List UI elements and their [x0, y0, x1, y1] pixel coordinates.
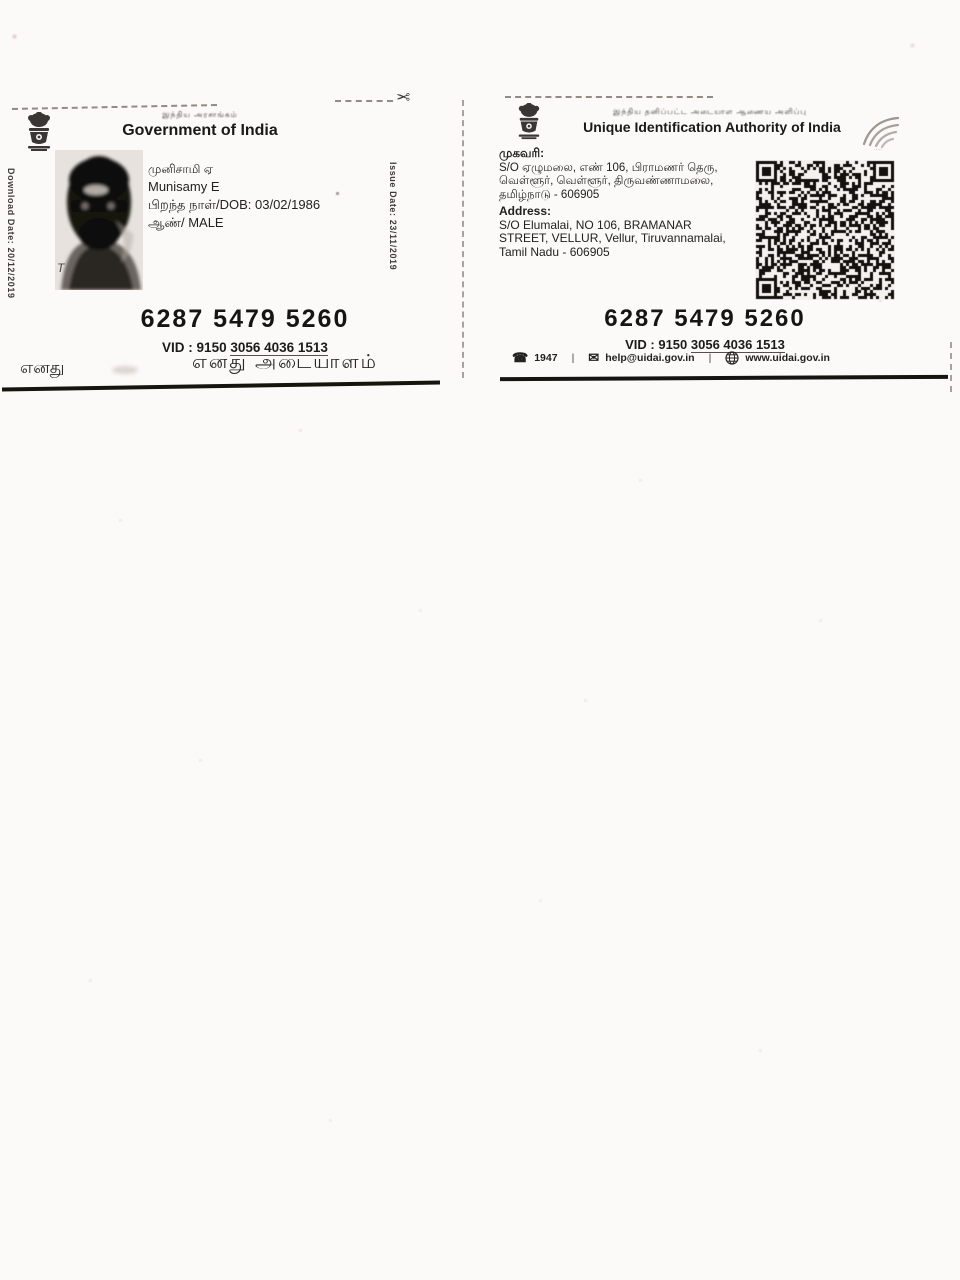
tagline-my-identity: எனது அடையாளம்: [192, 352, 378, 373]
vid-prefix: VID : 9150: [625, 337, 691, 352]
scan-speckles: [0, 0, 1, 1]
aadhaar-qr-code: [755, 160, 895, 300]
address-native-line: S/O ஏழுமலை, எண் 106, பிராமணர் தெரு,: [499, 161, 718, 174]
front-card-bottom-rule: [2, 381, 440, 391]
name-native: முனிசாமி ஏ: [148, 162, 214, 176]
address-native-block: [499, 147, 718, 202]
website-url: www.uidai.gov.in: [745, 352, 830, 364]
aadhaar-logo-icon: [858, 110, 916, 152]
address-english-line: Tamil Nadu - 606905: [499, 244, 610, 259]
helpline-number: 1947: [534, 352, 558, 364]
footer-divider: |: [571, 352, 575, 364]
demographic-info-block: [148, 160, 320, 232]
front-header-title: Government of India: [122, 122, 278, 139]
phone-icon: ☎: [512, 350, 529, 365]
address-english-label: Address:: [499, 204, 552, 218]
address-english-line: STREET, VELLUR, Vellur, Tiruvannamalai,: [499, 231, 726, 245]
aadhaar-number-back: 6287 5479 5260: [604, 305, 806, 332]
vid-underlined-digits: 3056 4036 1513: [690, 337, 785, 352]
aadhaar-number-front: 6287 5479 5260: [140, 305, 350, 333]
dob-line: பிறந்த நாள்/DOB: 03/02/1986: [148, 197, 321, 212]
svg-text:·····: ·····: [874, 147, 883, 152]
address-native-line: வெள்ளூர், வெள்ளூர், திருவண்ணாமலை,: [499, 175, 714, 187]
ink-smudge: [112, 366, 138, 374]
envelope-icon: ✉: [588, 350, 600, 365]
cardholder-photo: [55, 150, 143, 290]
tagline-word-left: எனது: [20, 358, 65, 377]
address-english-line: S/O Elumalai, NO 106, BRAMANAR: [499, 217, 692, 232]
name-english: Munisamy E: [148, 179, 220, 194]
footer-divider: |: [708, 352, 712, 364]
uidai-contact-footer: [512, 350, 942, 366]
back-card-bottom-rule: [500, 375, 948, 381]
address-english-block: [499, 205, 726, 259]
emblem-of-india-icon: [24, 112, 54, 166]
vid-prefix: VID : 9150: [162, 340, 231, 355]
aadhaar-front-card: [0, 100, 462, 390]
scissors-icon: ✂: [396, 88, 411, 107]
front-header-native: இந்திய அரசாங்கம்: [162, 110, 238, 119]
svg-text:T: T: [57, 261, 65, 275]
address-native-label: முகவரி:: [499, 146, 545, 160]
globe-icon: [725, 351, 739, 365]
back-header-title: Unique Identification Authority of India: [583, 119, 841, 135]
gender-line: ஆண்/ MALE: [148, 215, 224, 230]
vid-underlined-digits: 3056 4036 1513: [230, 340, 328, 355]
aadhaar-back-card: [490, 95, 960, 385]
issue-date-vertical: Issue Date: 23/11/2019: [388, 162, 398, 271]
address-native-line: தமிழ்நாடு - 606905: [499, 188, 600, 201]
back-header-native: இந்திய தனிப்பட்ட அடையாள ஆணைய அளிப்பு: [613, 107, 807, 116]
download-date-vertical: Download Date: 20/12/2019: [6, 168, 16, 299]
help-email: help@uidai.gov.in: [605, 352, 695, 364]
card-separator-dashed-line: [462, 100, 464, 378]
